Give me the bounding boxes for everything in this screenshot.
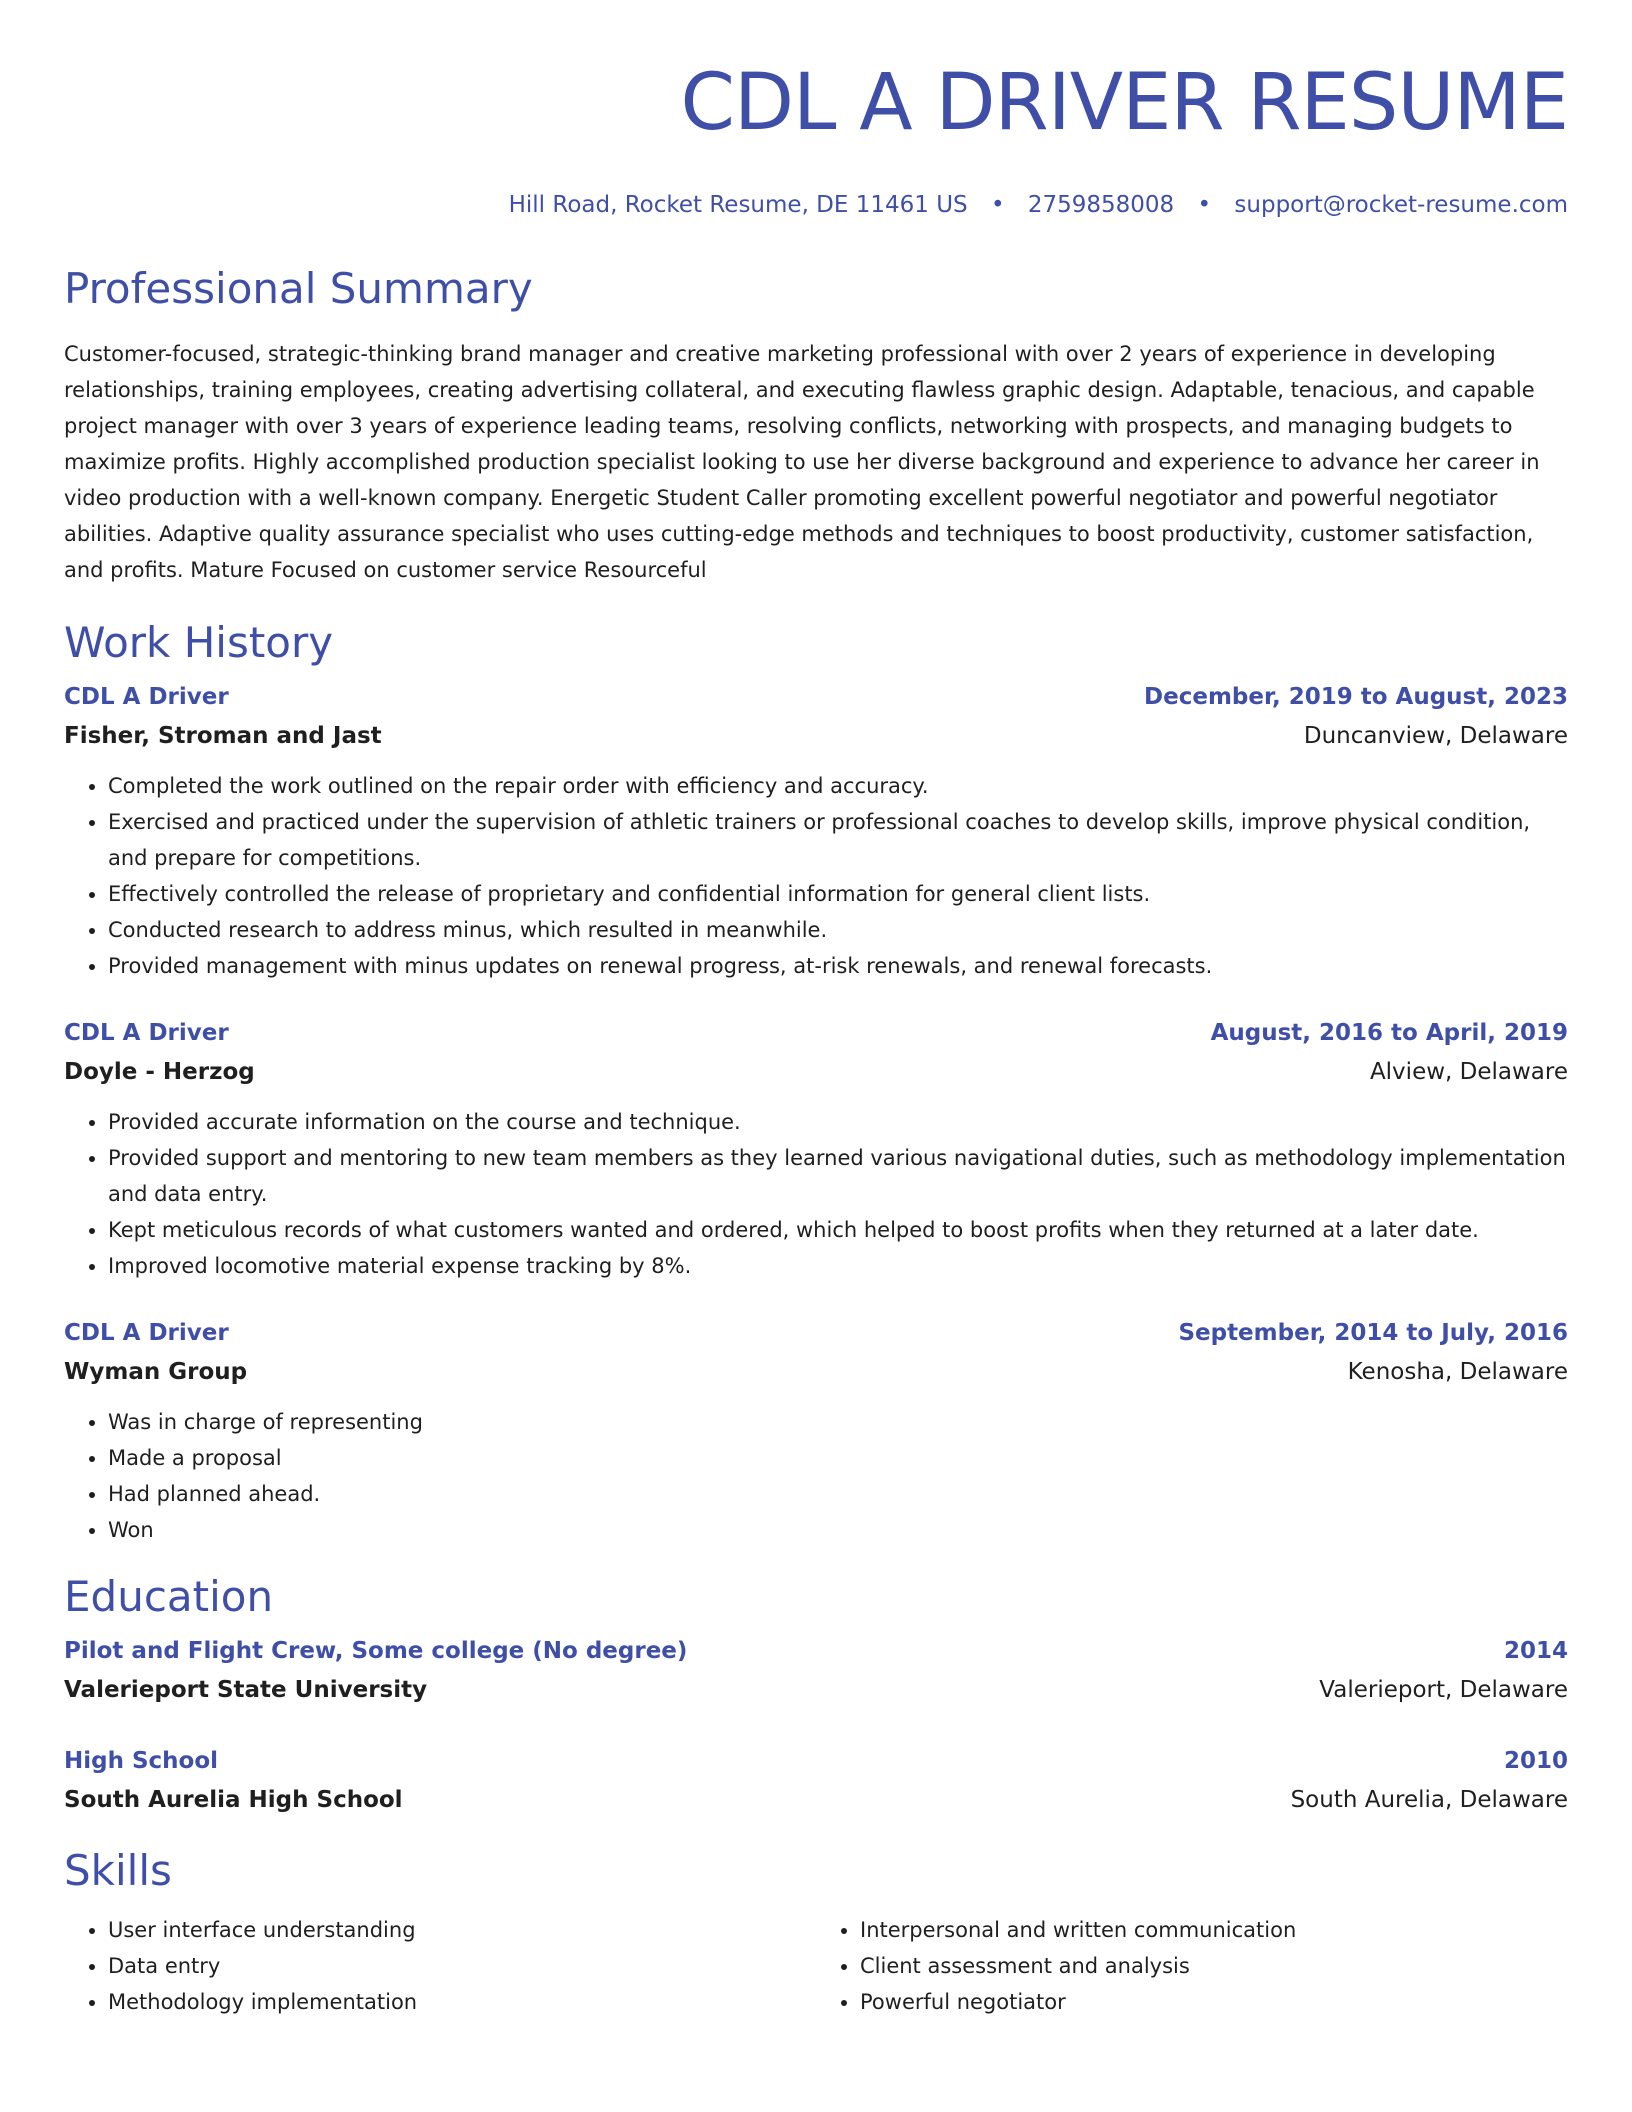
list-item: • Had planned ahead.	[108, 1476, 1568, 1512]
contact-address: Hill Road, Rocket Resume, DE 11461 US	[508, 192, 968, 218]
education-degree: High School	[64, 1748, 219, 1774]
job-location: Kenosha, Delaware	[1347, 1359, 1568, 1385]
education-list	[64, 1632, 1568, 1820]
contact-separator: •	[1197, 192, 1212, 218]
job-dates: December, 2019 to August, 2023	[1144, 684, 1568, 710]
job-title: CDL A Driver	[64, 1320, 229, 1346]
job-location: Duncanview, Delaware	[1303, 723, 1568, 749]
skills-column-left	[64, 1912, 816, 2020]
section-title-work: Work History	[64, 618, 334, 667]
list-item: • User interface understanding	[108, 1912, 816, 1948]
education-location: Valerieport, Delaware	[1319, 1677, 1568, 1703]
section-title-skills: Skills	[64, 1846, 172, 1895]
resume-title: CDL A DRIVER RESUME	[680, 58, 1568, 148]
summary-text: Customer-focused, strategic-thinking brand manager and creative marketing professional with over 2 years of experience in developing relationships, training employees, creating advertising collateral, and executing flawless graphic design. Adaptable, tenacious, and capable project manager with over 3 years of experience leading teams, resolving conflicts, networking with prospects, and managing budgets to maximize profits. Highly accomplished production specialist looking to use her diverse background and experience to advance her career in video production with a well-known company. Energetic Student Caller promoting excellent powerful negotiator and powerful negotiator abilities. Adaptive quality assurance specialist who uses cutting-edge methods and techniques to boost productivity, customer satisfaction, and profits. Mature Focused on customer service Resourceful	[64, 342, 1540, 582]
job-company: Wyman Group	[64, 1359, 248, 1385]
job-bullets	[64, 768, 1568, 984]
contact-email: support@rocket-resume.com	[1234, 192, 1568, 218]
education-year: 2014	[1503, 1638, 1568, 1664]
education-entry	[64, 1742, 1568, 1820]
job-entry	[64, 1314, 1568, 1548]
list-item: • Completed the work outlined on the repair order with efficiency and accuracy.	[108, 768, 1568, 804]
education-degree: Pilot and Flight Crew, Some college (No degree)	[64, 1638, 688, 1664]
list-item: • Won	[108, 1512, 1568, 1548]
list-item: • Improved locomotive material expense tracking by 8%.	[108, 1248, 1568, 1284]
list-item: • Exercised and practiced under the supervision of athletic trainers or professional coaches to develop skills, improve physical condition, and prepare for competitions.	[108, 804, 1568, 876]
list-item: • Provided accurate information on the course and technique.	[108, 1104, 1568, 1140]
list-item: • Interpersonal and written communication	[860, 1912, 1568, 1948]
job-entry	[64, 1014, 1568, 1284]
job-location: Alview, Delaware	[1369, 1059, 1568, 1085]
job-title: CDL A Driver	[64, 684, 229, 710]
contact-line	[64, 190, 1568, 220]
job-bullets	[64, 1404, 1568, 1548]
job-dates: September, 2014 to July, 2016	[1178, 1320, 1568, 1346]
list-item: • Provided management with minus updates on renewal progress, at-risk renewals, and renewal forecasts.	[108, 948, 1568, 984]
job-entry	[64, 678, 1568, 984]
list-item: • Made a proposal	[108, 1440, 1568, 1476]
skills-list	[64, 1912, 1568, 2020]
work-history-list	[64, 678, 1568, 1548]
job-company: Doyle - Herzog	[64, 1059, 255, 1085]
education-school: Valerieport State University	[64, 1677, 428, 1703]
list-item: • Was in charge of representing	[108, 1404, 1568, 1440]
list-item: • Conducted research to address minus, which resulted in meanwhile.	[108, 912, 1568, 948]
section-title-education: Education	[64, 1572, 274, 1621]
list-item: • Kept meticulous records of what customers wanted and ordered, which helped to boost profits when they returned at a later date.	[108, 1212, 1568, 1248]
contact-separator: •	[990, 192, 1005, 218]
list-item: • Data entry	[108, 1948, 816, 1984]
section-title-summary: Professional Summary	[64, 264, 533, 313]
list-item: • Methodology implementation	[108, 1984, 816, 2020]
job-company: Fisher, Stroman and Jast	[64, 723, 382, 749]
job-title: CDL A Driver	[64, 1020, 229, 1046]
list-item: • Provided support and mentoring to new team members as they learned various navigational duties, such as methodology implementation and data entry.	[108, 1140, 1568, 1212]
education-location: South Aurelia, Delaware	[1290, 1787, 1568, 1813]
list-item: • Effectively controlled the release of proprietary and confidential information for general client lists.	[108, 876, 1568, 912]
education-entry	[64, 1632, 1568, 1710]
skills-column-right	[816, 1912, 1568, 2020]
list-item: • Powerful negotiator	[860, 1984, 1568, 2020]
education-year: 2010	[1503, 1748, 1568, 1774]
education-school: South Aurelia High School	[64, 1787, 403, 1813]
job-dates: August, 2016 to April, 2019	[1210, 1020, 1568, 1046]
contact-phone: 2759858008	[1027, 192, 1175, 218]
job-bullets	[64, 1104, 1568, 1284]
list-item: • Client assessment and analysis	[860, 1948, 1568, 1984]
